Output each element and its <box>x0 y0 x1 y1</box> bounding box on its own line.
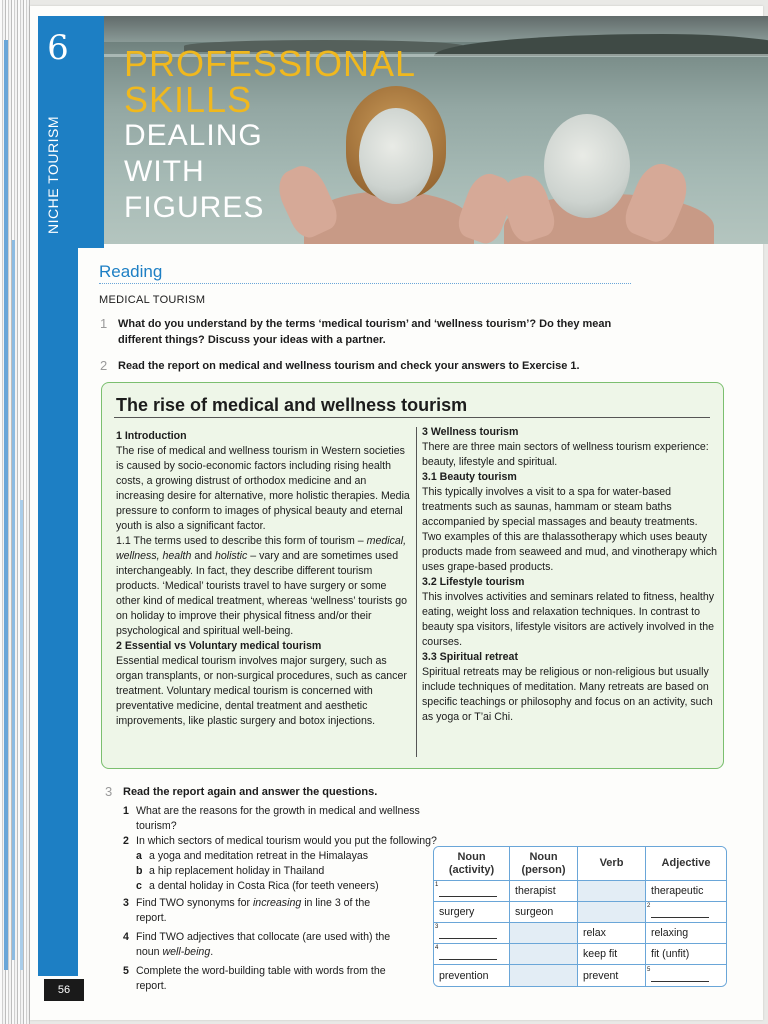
exercise-2 <box>100 358 658 374</box>
unit-label: NICHE TOURISM <box>45 116 61 234</box>
table-cell: relax <box>578 923 646 944</box>
report-s32-heading: 3.2 Lifestyle tourism <box>422 576 525 588</box>
exercise-3-questions <box>123 804 437 994</box>
report-s33-heading: 3.3 Spiritual retreat <box>422 651 518 663</box>
question-2: 2 In which sectors of medical tourism would you put the following? <box>123 835 437 847</box>
table-row <box>434 923 726 944</box>
table-cell: surgeon <box>510 902 578 923</box>
man-face <box>544 114 630 218</box>
table-cell-empty <box>510 944 578 965</box>
page-title <box>124 43 417 226</box>
report-s2-heading: 2 Essential vs Voluntary medical tourism <box>116 640 322 652</box>
report-right-column <box>422 425 718 725</box>
report-title-rule <box>114 417 710 418</box>
table-cell-empty <box>510 965 578 986</box>
col-header-adjective: Adjective <box>646 847 726 881</box>
table-row <box>434 965 726 986</box>
answer-blank-3[interactable]: 3 <box>434 923 510 944</box>
report-s33-body: Spiritual retreats may be religious or non-religious but usually include techniques of meditation. Many retreats are based on specific teachings or philosophy and focus on an activity, such as yoga or T’ai Chi. <box>422 666 713 723</box>
table-cell: keep fit <box>578 944 646 965</box>
report-left-column <box>116 429 412 729</box>
report-s32-body: This involves activities and seminars related to fitness, healthy eating, weight loss and relaxation techniques. In contrast to beauty spa visitors, lifestyle visitors are actively involved in the courses. <box>422 591 715 648</box>
table-cell-empty <box>578 902 646 923</box>
question-3: 3 Find TWO synonyms for increasing in line 3 of the report. <box>123 897 371 924</box>
answer-blank-2[interactable]: 2 <box>646 902 726 923</box>
exercise-3-number: 3 <box>105 784 113 799</box>
exercise-1-number: 1 <box>100 316 108 331</box>
unit-tab <box>38 16 104 248</box>
question-2a: a a yoga and meditation retreat in the Himalayas <box>136 850 369 862</box>
report-s1-body: The rise of medical and wellness tourism in Western societies is caused by socio-economic factors including rising health costs, a growing distrust of orthodox medicine and an increasing desire for alternative, more holistic therapies. Media pressure to conform to images of physical beauty and eternal youth is also a significant factor. <box>116 445 410 532</box>
title-line-2: SKILLS <box>124 79 253 120</box>
title-line-1: PROFESSIONAL <box>124 43 417 84</box>
report-box <box>101 382 724 769</box>
exercise-3 <box>105 784 523 800</box>
section-subheading: MEDICAL TOURISM <box>99 294 206 306</box>
unit-number: 6 <box>47 28 69 68</box>
exercise-1 <box>100 316 638 348</box>
report-title: The rise of medical and wellness tourism <box>116 395 468 415</box>
exercise-3-text: Read the report again and answer the questions. <box>123 786 378 798</box>
question-4: 4 Find TWO adjectives that collocate (are used with) the noun well-being. <box>123 931 391 958</box>
section-heading: Reading <box>99 262 163 281</box>
page-stack-edge <box>0 0 30 1024</box>
exercise-2-number: 2 <box>100 358 108 373</box>
report-s1-heading: 1 Introduction <box>116 430 187 442</box>
title-line-3: DEALING <box>124 119 263 152</box>
side-strip <box>38 248 78 976</box>
table-row <box>434 944 726 965</box>
question-5: 5 Complete the word-building table with words from the report. <box>123 965 386 992</box>
report-s2-body: Essential medical tourism involves major surgery, such as organ transplants, or non-surgical procedures, such as cancer treatment. Voluntary medical tourism is concerned with preventative medicine, dental treatment and aesthetic improvements, like plastic surgery and botox injections. <box>116 655 407 727</box>
col-header-verb: Verb <box>578 847 646 881</box>
col-header-noun-activity: Noun (activity) <box>434 847 510 881</box>
report-s3-body: There are three main sectors of wellness tourism experience: beauty, lifestyle and spiritual. <box>422 441 709 468</box>
report-s31-body: This typically involves a visit to a spa for water-based treatments such as saunas, hammam or steam baths accompanied by special massages and beauty treatments. Two examples of this are thalassotherapy which uses beauty products made from seaweed and mud, and vinotherapy which uses grape-based products. <box>422 486 718 573</box>
page-number: 56 <box>44 979 84 1001</box>
exercise-1-text: What do you understand by the terms ‘medical tourism’ and ‘wellness tourism’? Do they mean different things? Discuss your ideas with a partner. <box>118 318 612 346</box>
question-2c: c a dental holiday in Costa Rica (for teeth veneers) <box>136 880 379 892</box>
question-2b: b a hip replacement holiday in Thailand <box>136 865 325 877</box>
report-s11-body: 1.1 The terms used to describe this form of tourism – medical, wellness, health and holistic – vary and are sometimes used interchangeably. In fact, they describe different tourism products. ‘Medical’ tourists travel to have surgery or some other kind of medical treatment, whereas ‘wellness’ tourists go on holiday to improve their physical fitness and/or their psychological and spiritual well-being. <box>116 535 408 637</box>
table-row <box>434 902 726 923</box>
title-line-5: FIGURES <box>124 191 265 224</box>
heading-rule <box>99 283 631 284</box>
table-cell: prevention <box>434 965 510 986</box>
col-header-noun-person: Noun (person) <box>510 847 578 881</box>
question-1: 1 What are the reasons for the growth in medical and wellness tourism? <box>123 805 420 832</box>
word-building-table <box>433 846 727 987</box>
table-cell: therapeutic <box>646 881 726 902</box>
table-cell: therapist <box>510 881 578 902</box>
exercise-2-text: Read the report on medical and wellness tourism and check your answers to Exercise 1. <box>118 360 580 372</box>
answer-blank-1[interactable]: 1 <box>434 881 510 902</box>
report-s31-heading: 3.1 Beauty tourism <box>422 471 517 483</box>
table-cell-empty <box>510 923 578 944</box>
table-cell-empty <box>578 881 646 902</box>
answer-blank-4[interactable]: 4 <box>434 944 510 965</box>
table-cell: surgery <box>434 902 510 923</box>
answer-blank-5[interactable]: 5 <box>646 965 726 986</box>
table-cell: relaxing <box>646 923 726 944</box>
column-divider <box>416 427 417 757</box>
table-cell: fit (unfit) <box>646 944 726 965</box>
table-cell: prevent <box>578 965 646 986</box>
table-row <box>434 881 726 902</box>
report-s3-heading: 3 Wellness tourism <box>422 426 519 438</box>
title-line-4: WITH <box>124 155 205 188</box>
